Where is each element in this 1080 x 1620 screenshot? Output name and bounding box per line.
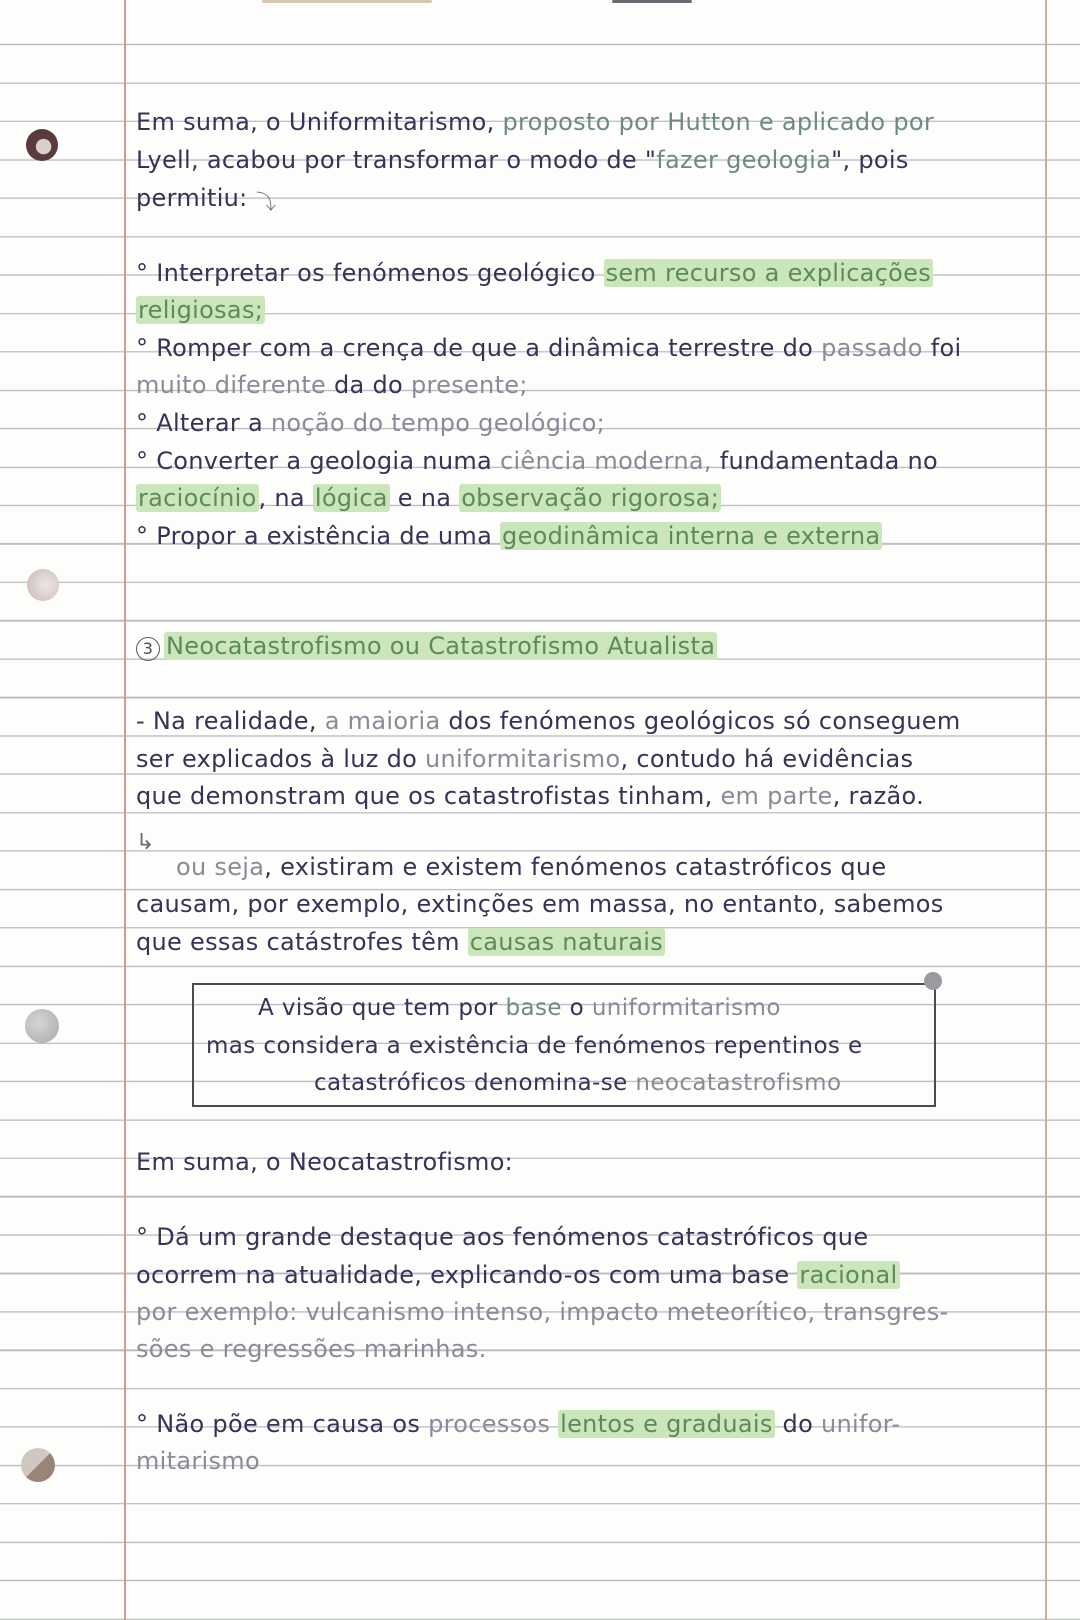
paragraph-line: que essas catástrofes têm causas naturais	[136, 928, 663, 956]
paragraph-line: - Na realidade, a maioria dos fenómenos geológicos só conseguem	[136, 707, 961, 735]
bullet-item-continued: muito diferente da do presente;	[136, 371, 528, 399]
punch-hole-icon	[26, 129, 58, 161]
left-margin-line	[124, 0, 126, 1620]
bullet-icon: °	[136, 259, 157, 287]
bullet-item-continued: ocorrem na atualidade, explicando-os com uma base racional	[136, 1261, 898, 1289]
definition-line: catastróficos denomina-se neocatastrofismo	[314, 1070, 842, 1096]
bullet-icon: °	[136, 522, 157, 550]
punch-hole-icon	[21, 1448, 55, 1482]
section-title: Neocatastrofismo ou Catastrofismo Atualista	[166, 632, 716, 660]
bullet-item: ° Interpretar os fenómenos geológico sem recurso a explicações	[136, 259, 932, 287]
paragraph-line: ser explicados à luz do uniformitarismo, contudo há evidências	[136, 745, 914, 773]
paragraph-line: que demonstram que os catastrofistas tinham, em parte, razão.	[136, 782, 925, 810]
paragraph-line: causam, por exemplo, extinções em massa, no entanto, sabemos	[136, 890, 944, 918]
definition-box	[192, 983, 936, 1107]
intro-line-3: permitiu: ⤵	[136, 183, 248, 213]
bullet-icon: °	[136, 1410, 157, 1438]
definition-line: A visão que tem por base o uniformitarismo	[258, 995, 781, 1021]
bullet-item: ° Romper com a crença de que a dinâmica terrestre do passado foi	[136, 334, 962, 362]
top-edge-mark	[262, 0, 432, 3]
bullet-item: ° Converter a geologia numa ciência moderna, fundamentada no	[136, 447, 939, 475]
bullet-item-continued: por exemplo: vulcanismo intenso, impacto meteorítico, transgres-	[136, 1298, 949, 1326]
bullet-item-continued: mitarismo	[136, 1447, 260, 1475]
bullet-item-continued: religiosas;	[138, 296, 264, 324]
right-margin-line	[1045, 0, 1047, 1620]
top-edge-mark	[612, 0, 692, 3]
bullet-item-continued: sões e regressões marinhas.	[136, 1335, 487, 1363]
bullet-icon: °	[136, 409, 157, 437]
bullet-item: ° Dá um grande destaque aos fenómenos catastróficos que	[136, 1223, 869, 1251]
pin-icon	[924, 972, 942, 990]
punch-hole-icon	[27, 569, 59, 601]
arrow-down-icon: ⤵	[256, 190, 277, 214]
section-heading	[136, 631, 717, 661]
punch-hole-icon	[25, 1009, 59, 1043]
intro-line-1: Em suma, o Uniformitarismo, proposto por Hutton e aplicado por	[136, 108, 935, 136]
bullet-icon: °	[136, 1223, 157, 1251]
bullet-icon: °	[136, 447, 157, 475]
bullet-item: ° Não põe em causa os processos lentos e graduais do unifor-	[136, 1410, 901, 1438]
bullet-item-continued: raciocínio, na lógica e na observação rigorosa;	[138, 484, 720, 512]
summary-heading: Em suma, o Neocatastrofismo:	[136, 1148, 514, 1176]
definition-line: mas considera a existência de fenómenos repentinos e	[206, 1033, 863, 1059]
bullet-icon: °	[136, 334, 157, 362]
intro-line-2: Lyell, acabou por transformar o modo de "fazer geologia", pois	[136, 146, 909, 174]
return-arrow-icon: ↳	[136, 830, 155, 855]
bullet-item: ° Propor a existência de uma geodinâmica interna e externa	[136, 522, 881, 550]
section-number-badge: 3	[136, 637, 160, 661]
bullet-item: ° Alterar a noção do tempo geológico;	[136, 409, 606, 437]
paragraph-line: ou seja, existiram e existem fenómenos catastróficos que	[176, 853, 887, 881]
